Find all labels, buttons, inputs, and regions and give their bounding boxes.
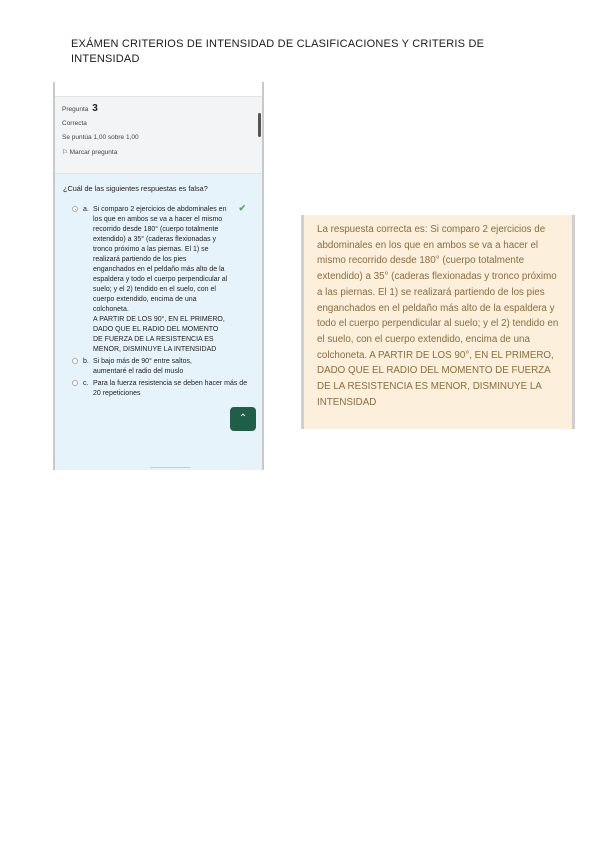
- answer-b-text: Si bajo más de 90° entre saltos, aumentaré el radio del muslo: [93, 358, 192, 375]
- flag-question-label: Marcar pregunta: [69, 149, 118, 156]
- question-label: [62, 103, 98, 114]
- quiz-screenshot: [53, 82, 264, 470]
- bottom-divider: [150, 467, 190, 468]
- answer-a-text: Si comparo 2 ejercicios de abdominales en los que en ambos se va a hacer el mismo recorrido desde 180° (cuerpo totalmente extendido) a 35° (caderas flexionadas y tronco próximo a las piernas. El 1) se realizará partiendo de los pies enganchados en el peldaño más alto de la espaldera y todo el cuerpo perpendicular al suelo; y el 2) tendido en el suelo, con el cuerpo extendido, encima de una colchoneta.: [93, 206, 228, 313]
- answer-option-b[interactable]: [63, 357, 256, 377]
- answer-option-c[interactable]: [63, 379, 256, 399]
- check-icon: ✔: [238, 203, 246, 213]
- scroll-to-top-button[interactable]: [230, 407, 256, 431]
- answer-b-radio[interactable]: [72, 358, 78, 364]
- answer-a-letter: a.: [83, 206, 89, 213]
- feedback-text: La respuesta correcta es: Si comparo 2 ejercicios de abdominales en los que en ambos se va a hacer el mismo recorrido desde 180° (cuerpo totalmente extendido) a 35° (caderas flexionadas y tronco próximo a las piernas. El 1) se realizará partiendo de los pies enganchados en el peldaño más alto de la espaldera y todo el cuerpo perpendicular al suelo; y el 2) tendido en el suelo, con el cuerpo extendido, encima de una colchoneta. A PARTIR DE LOS 90°, EN EL PRIMERO, DADO QUE EL RADIO DEL MOMENTO DE FUERZA DE LA RESISTENCIA ES MENOR, DISMINUYE LA INTENSIDAD: [317, 224, 559, 408]
- question-number: 3: [92, 103, 98, 114]
- top-strip: [55, 82, 262, 96]
- chevron-up-icon: ⌃: [238, 413, 248, 424]
- document-title: EXÁMEN CRITERIOS DE INTENSIDAD DE CLASIFICACIONES Y CRITERIS DE INTENSIDAD: [71, 38, 485, 65]
- answer-a-text-caps: A PARTIR DE LOS 90°, EN EL PRIMERO, DADO QUE EL RADIO DEL MOMENTO DE FUERZA DE LA RESISTENCIA ES MENOR, DISMINUYE LA INTENSIDAD: [93, 316, 225, 353]
- answer-c-letter: c.: [83, 380, 89, 387]
- answer-b-letter: b.: [83, 358, 89, 365]
- answer-a-radio[interactable]: [72, 206, 78, 212]
- question-status: Correcta: [62, 120, 87, 127]
- correct-answer-feedback: [301, 215, 575, 429]
- flag-question-link[interactable]: [62, 148, 117, 156]
- question-score: Se puntúa 1,00 sobre 1,00: [62, 134, 139, 141]
- flag-icon: ⚐: [62, 149, 68, 156]
- question-info-panel: [55, 96, 262, 174]
- answer-option-a[interactable]: [63, 205, 256, 355]
- scrollbar[interactable]: [258, 113, 261, 137]
- question-label-text: Pregunta: [62, 106, 89, 113]
- question-text: ¿Cuál de las siguientes respuestas es falsa?: [63, 184, 208, 193]
- answer-c-radio[interactable]: [72, 380, 78, 386]
- answer-c-text: Para la fuerza resistencia se deben hacer más de 20 repeticiones: [93, 380, 248, 397]
